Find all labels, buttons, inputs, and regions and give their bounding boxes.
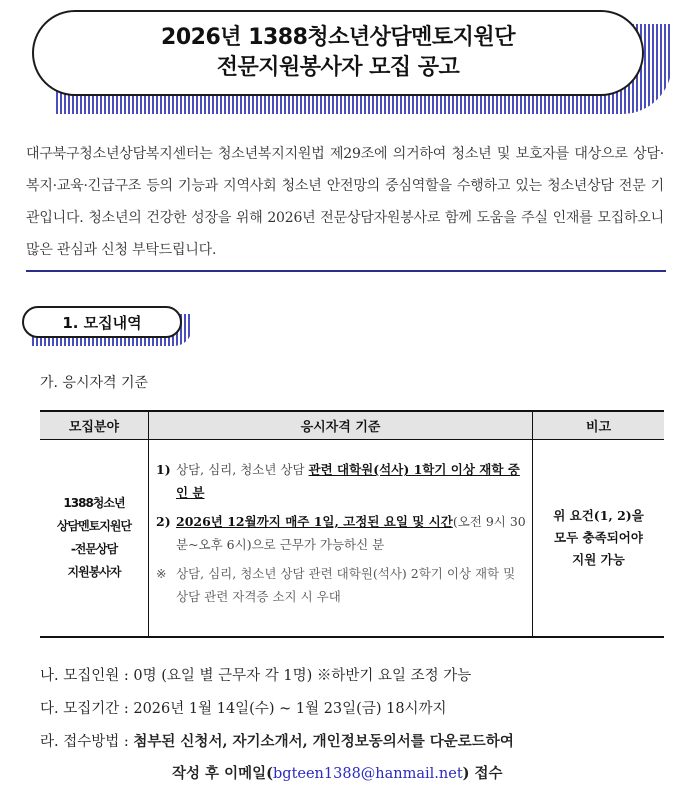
field-line: 지원봉사자 <box>67 565 121 579</box>
criteria-number: 1) <box>156 462 171 477</box>
header-criteria: 응시자격 기준 <box>300 420 381 435</box>
criteria-cell <box>156 458 528 614</box>
section-title: 1. 모집내역 <box>62 313 142 332</box>
method-label: 라. 접수방법 : <box>40 734 129 750</box>
remark-line: 모두 충족되어야 <box>554 530 643 545</box>
column-divider <box>148 412 149 636</box>
criteria-number: 2) <box>156 514 171 529</box>
criteria-note <box>156 562 528 608</box>
criteria-text: 상담, 심리, 청소년 상담 <box>176 462 309 477</box>
section-header-box <box>22 306 182 338</box>
recruit-count-line <box>40 664 471 685</box>
field-cell <box>40 440 148 636</box>
title-box <box>32 10 644 96</box>
criteria-text: (오전 9시 30분~오후 6시)으로 근무가 가능하신 분 <box>176 514 526 552</box>
section-header <box>22 306 202 348</box>
table-header-row <box>40 412 664 440</box>
intro-paragraph: 대구북구청소년상담복지센터는 청소년복지지원법 제29조에 의거하여 청소년 및 보호자를 대상으로 상담·복지·교육·긴급구조 등의 기능과 지역사회 청소년 안전망의 중심역할을 수행하고 있는 청소년상담 전문 기관입니다. 청소년의 건강한 성장을 위해 2026년 전문상담자원봉사로 함께 도움을 주실 인재를 모집하오니 많은 관심과 신청 부탁드립니다. <box>26 146 664 258</box>
qualification-table <box>40 410 664 638</box>
remark-line: 지원 가능 <box>572 552 625 567</box>
criteria-item-1 <box>156 458 528 504</box>
recruit-value: 0명 (요일 별 근무자 각 1명) ※하반기 요일 조정 가능 <box>133 668 472 684</box>
field-line: 1388청소년 <box>63 496 125 510</box>
remark-cell <box>533 440 664 636</box>
header-remark: 비고 <box>585 420 612 435</box>
title-line-2: 전문지원봉사자 모집 공고 <box>216 55 460 80</box>
method-line2-post: ) 접수 <box>462 765 503 782</box>
period-label: 다. 모집기간 : <box>40 701 129 717</box>
recruit-label: 나. 모집인원 : <box>40 668 129 684</box>
period-value: 2026년 1월 14일(수) ~ 1월 23일(금) 18시까지 <box>133 701 447 717</box>
note-text: 상담, 심리, 청소년 상담 관련 대학원(석사) 2학기 이상 재학 및 상담 관련 자격증 소지 시 우대 <box>176 566 516 604</box>
note-mark: ※ <box>156 566 167 581</box>
subsection-title: 가. 응시자격 기준 <box>40 375 149 391</box>
field-line: 상담멘토지원단 <box>56 519 132 533</box>
criteria-emphasis: 2026년 12월까지 매주 1일, 고정된 요일 및 시간 <box>176 514 453 529</box>
recruit-period-line <box>40 697 447 718</box>
header-field: 모집분야 <box>68 420 120 435</box>
application-method-line-2 <box>172 762 503 783</box>
method-line2-pre: 작성 후 이메일( <box>172 765 273 782</box>
title-banner <box>32 10 674 118</box>
field-line: -전문상담 <box>70 542 118 556</box>
criteria-item-2 <box>156 510 528 556</box>
divider <box>26 270 666 272</box>
remark-line: 위 요건(1, 2)을 <box>553 508 644 523</box>
method-value: 첨부된 신청서, 자기소개서, 개인정보동의서를 다운로드하여 <box>133 733 514 750</box>
title-line-1: 2026년 1388청소년상담멘토지원단 <box>161 25 515 50</box>
application-method-line <box>40 730 514 751</box>
email-link[interactable]: bgteen1388@hanmail.net <box>273 766 463 782</box>
criteria-emphasis: 관련 대학원(석사) 1학기 이상 재학 중인 분 <box>176 462 520 500</box>
